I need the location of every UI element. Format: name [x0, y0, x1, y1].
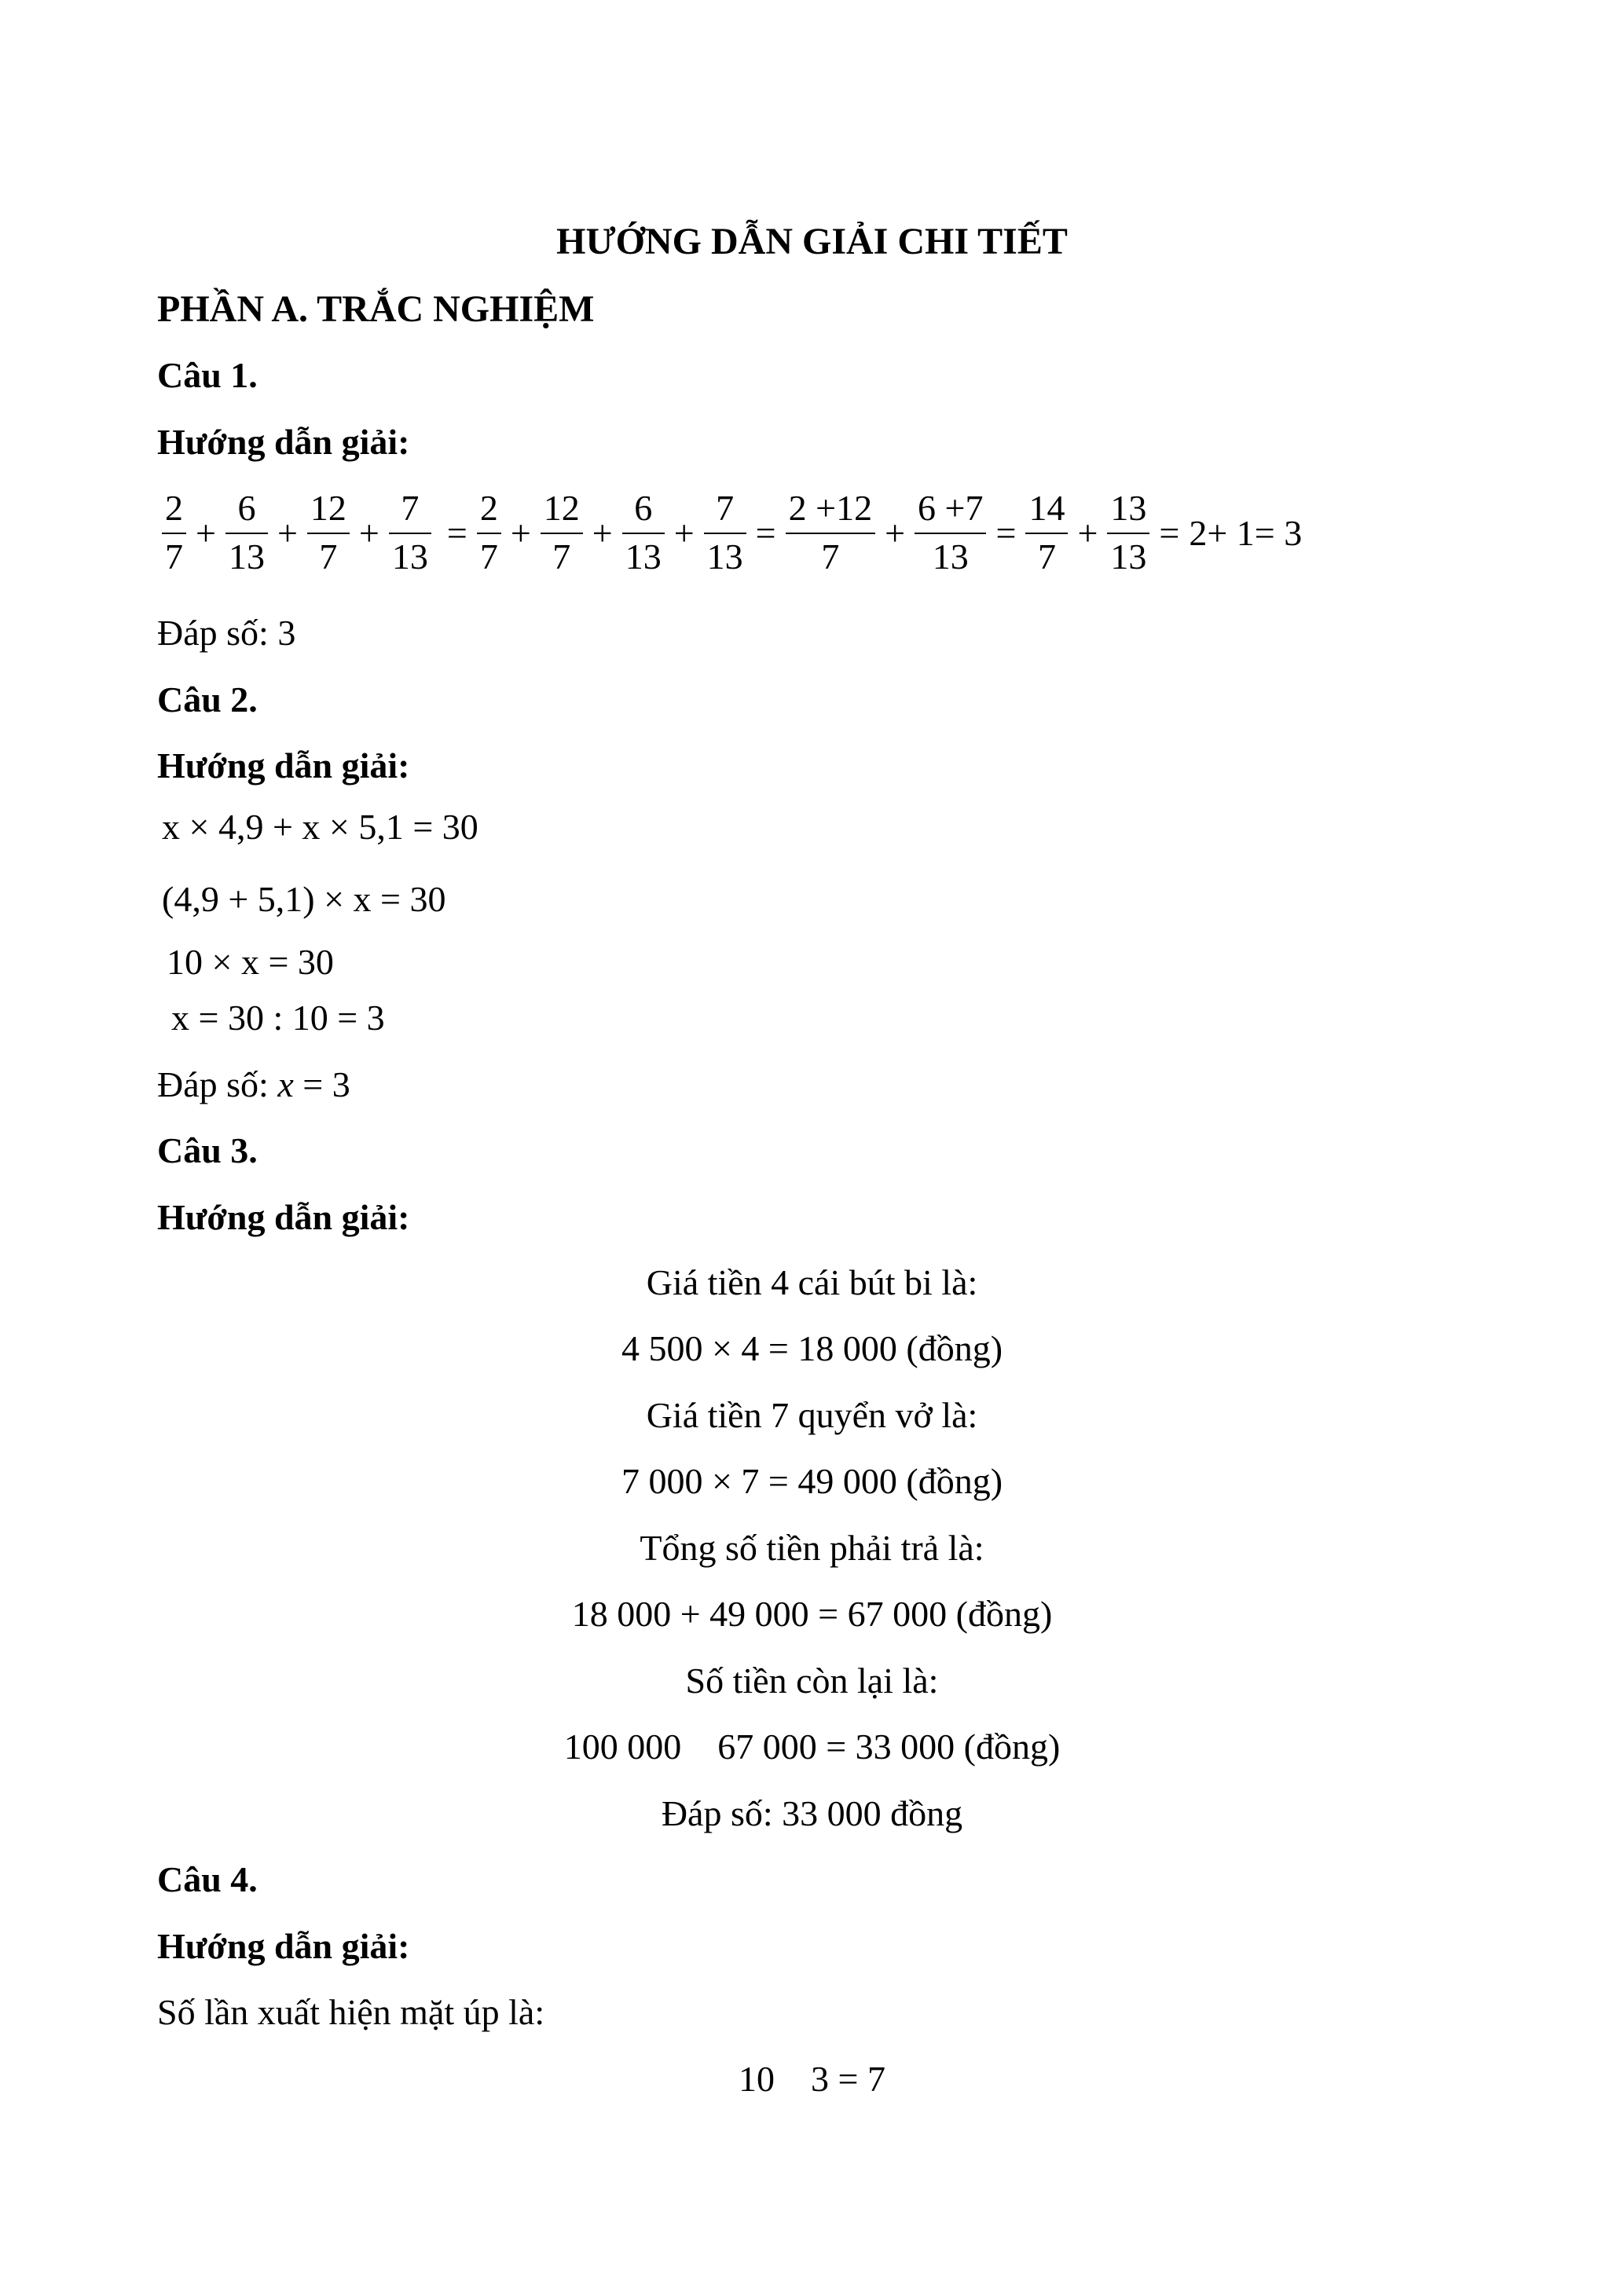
question-3-heading: Câu 3.	[157, 1130, 258, 1170]
question-4-guide-label: Hướng dẫn giải:	[157, 1926, 410, 1966]
fraction: $\frac{12}{7}$	[541, 490, 583, 575]
page-title: HƯỚNG DẪN GIẢI CHI TIẾT	[556, 221, 1068, 262]
question-4-heading: Câu 4.	[157, 1859, 258, 1899]
solution-line: Tổng số tiền phải trả là:	[640, 1528, 984, 1568]
solution-line: Số lần xuất hiện mặt úp là:	[157, 1992, 545, 2032]
fraction: $\frac{6}{13}$	[225, 490, 268, 575]
question-1-answer: Đáp số: 3	[157, 613, 296, 653]
solution-line: 100 000 67 000 = 33 000 (đồng)	[563, 1727, 1061, 1767]
equation-line: 10 × x = 30	[167, 942, 334, 982]
solution-line: 4 500 × 4 = 18 000 (đồng)	[621, 1328, 1003, 1368]
equation-line: (4,9 + 5,1) × x = 30	[162, 879, 446, 919]
fraction: $\frac{7}{13}$	[389, 490, 431, 575]
question-3-answer: Đáp số: 33 000 đồng	[661, 1793, 963, 1833]
solution-line: Giá tiền 4 cái bút bi là:	[646, 1262, 978, 1302]
solution-line: Số tiền còn lại là:	[685, 1661, 939, 1701]
fraction: $\frac{7}{13}$	[704, 490, 746, 575]
equation-line: x = 30 : 10 = 3	[171, 998, 385, 1038]
question-3-guide-label: Hướng dẫn giải:	[157, 1197, 410, 1237]
fraction: $\frac{12}{7}$	[307, 490, 350, 575]
fraction: $\frac{14}{7}$	[1025, 490, 1068, 575]
fraction: $\frac{2}{7}$	[477, 490, 501, 575]
solution-line: 10 3 = 7	[739, 2059, 885, 2099]
question-2-answer: Đáp số: x = 3	[157, 1064, 350, 1104]
solution-line: 18 000 + 49 000 = 67 000 (đồng)	[571, 1594, 1053, 1634]
fraction: $\frac{2}{7}$	[162, 490, 186, 575]
fraction: $\frac{6}{13}$	[622, 490, 665, 575]
question-1-equation: $\frac{2}{7}$ + $\frac{6}{13}$ + $\frac{12}{7}$ + $\frac{7}{13}$ = $\frac{2}{7}$ + $\frac{12}{7}$ + $\frac{6}{13}$ + $\frac{7}{13}$ = $\frac{2 +12}{7}$ + $\frac{6 +7}{13}$ = $\frac{14}{7}$ + $\frac{13}{13}$ = 2+ 1= 3	[157, 485, 1307, 580]
fraction: $\frac{6 +7}{13}$	[915, 490, 986, 575]
question-2-heading: Câu 2.	[157, 679, 258, 720]
solution-line: Giá tiền 7 quyển vở là:	[646, 1395, 978, 1435]
fraction: $\frac{2 +12}{7}$	[786, 490, 875, 575]
question-2-guide-label: Hướng dẫn giải:	[157, 745, 410, 785]
equation-result: 2+ 1= 3	[1189, 512, 1303, 553]
fraction: $\frac{13}{13}$	[1107, 490, 1149, 575]
solution-line: 7 000 × 7 = 49 000 (đồng)	[621, 1461, 1003, 1501]
question-1-heading: Câu 1.	[157, 355, 258, 395]
question-1-guide-label: Hướng dẫn giải:	[157, 422, 410, 462]
equation-line: x × 4,9 + x × 5,1 = 30	[162, 807, 478, 847]
section-heading: PHẦN A. TRẮC NGHIỆM	[157, 288, 595, 330]
